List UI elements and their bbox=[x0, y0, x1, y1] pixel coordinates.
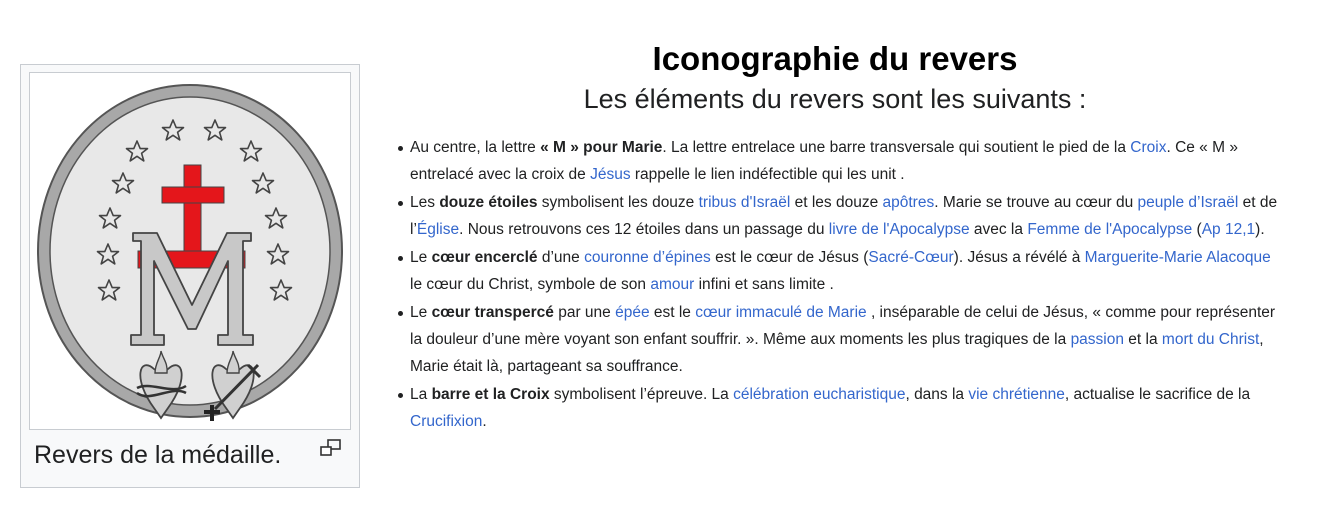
link-eglise[interactable]: Église bbox=[416, 221, 460, 238]
link-apotres[interactable]: apôtres bbox=[882, 194, 935, 211]
link-mort-du-christ[interactable]: mort du Christ bbox=[1161, 331, 1260, 348]
list-item: Au centre, la lettre « M » pour Marie. La lettre entrelace une barre transversale qui soutient le pied de la Croix. Ce « M » entrelacé avec la croix de Jésus rappelle le lien indéfectible qui les unit . bbox=[396, 134, 1286, 188]
image-caption: Revers de la médaille. bbox=[34, 441, 282, 469]
list-item: Les douze étoiles symbolisent les douze tribus d'Israël et les douze apôtres. Marie se trouve au cœur du peuple d’Israël et de l’Église. Nous retrouvons ces 12 étoiles dans un passage du livre de l'Apocalypse avec la Femme de l'Apocalypse (Ap 12,1). bbox=[396, 189, 1286, 243]
link-ap-12-1[interactable]: Ap 12,1 bbox=[1201, 221, 1256, 238]
section-title: Iconographie du revers bbox=[652, 40, 1018, 77]
section-subtitle: Les éléments du revers sont les suivants : bbox=[583, 84, 1087, 114]
link-jesus[interactable]: Jésus bbox=[590, 166, 631, 183]
link-tribus-israel[interactable]: tribus d'Israël bbox=[698, 194, 791, 211]
bold-term: douze étoiles bbox=[439, 194, 538, 211]
link-femme-apocalypse[interactable]: Femme de l'Apocalypse bbox=[1027, 221, 1193, 238]
list-item: Le cœur encerclé d’une couronne d’épines est le cœur de Jésus (Sacré-Cœur). Jésus a révélé à Marguerite-Marie Alacoque le cœur du Christ, symbole de son amour infini et sans limite . bbox=[396, 244, 1286, 298]
link-vie-chretienne[interactable]: vie chrétienne bbox=[968, 386, 1065, 403]
medal-image[interactable] bbox=[29, 72, 351, 430]
link-marguerite-marie-alacoque[interactable]: Marguerite-Marie Alacoque bbox=[1084, 249, 1271, 266]
link-epee[interactable]: épée bbox=[615, 304, 650, 321]
medal-illustration bbox=[30, 73, 350, 429]
list-item: La barre et la Croix symbolisent l’épreuve. La célébration eucharistique, dans la vie chrétienne, actualise le sacrifice de la Crucifixion. bbox=[396, 381, 1286, 435]
link-amour[interactable]: amour bbox=[650, 276, 695, 293]
link-couronne-epines[interactable]: couronne d’épines bbox=[584, 249, 711, 266]
link-peuple-israel[interactable]: peuple d’Israël bbox=[1137, 194, 1239, 211]
list-item: Le cœur transpercé par une épée est le cœur immaculé de Marie , inséparable de celui de Jésus, « comme pour représenter la douleur d’une mère voyant son enfant souffrir. ». Même aux moments les plus tragiques de la passion et la mort du Christ, Marie était là, partageant sa souffrance. bbox=[396, 299, 1286, 380]
link-sacre-coeur[interactable]: Sacré-Cœur bbox=[868, 249, 954, 266]
link-celebration-eucharistique[interactable]: célébration eucharistique bbox=[733, 386, 906, 403]
bold-term: cœur encerclé bbox=[431, 249, 538, 266]
elements-list bbox=[396, 134, 1286, 436]
bold-term: « M » pour Marie bbox=[540, 139, 663, 156]
link-passion[interactable]: passion bbox=[1070, 331, 1124, 348]
link-crucifixion[interactable]: Crucifixion bbox=[410, 413, 483, 430]
link-croix[interactable]: Croix bbox=[1130, 139, 1167, 156]
magnify-icon[interactable] bbox=[320, 439, 342, 457]
link-livre-apocalypse[interactable]: livre de l'Apocalypse bbox=[828, 221, 970, 238]
image-thumbnail bbox=[20, 64, 360, 488]
bold-term: cœur transpercé bbox=[431, 304, 554, 321]
link-coeur-immacule[interactable]: cœur immaculé de Marie bbox=[695, 304, 867, 321]
bold-term: barre et la Croix bbox=[431, 386, 550, 403]
